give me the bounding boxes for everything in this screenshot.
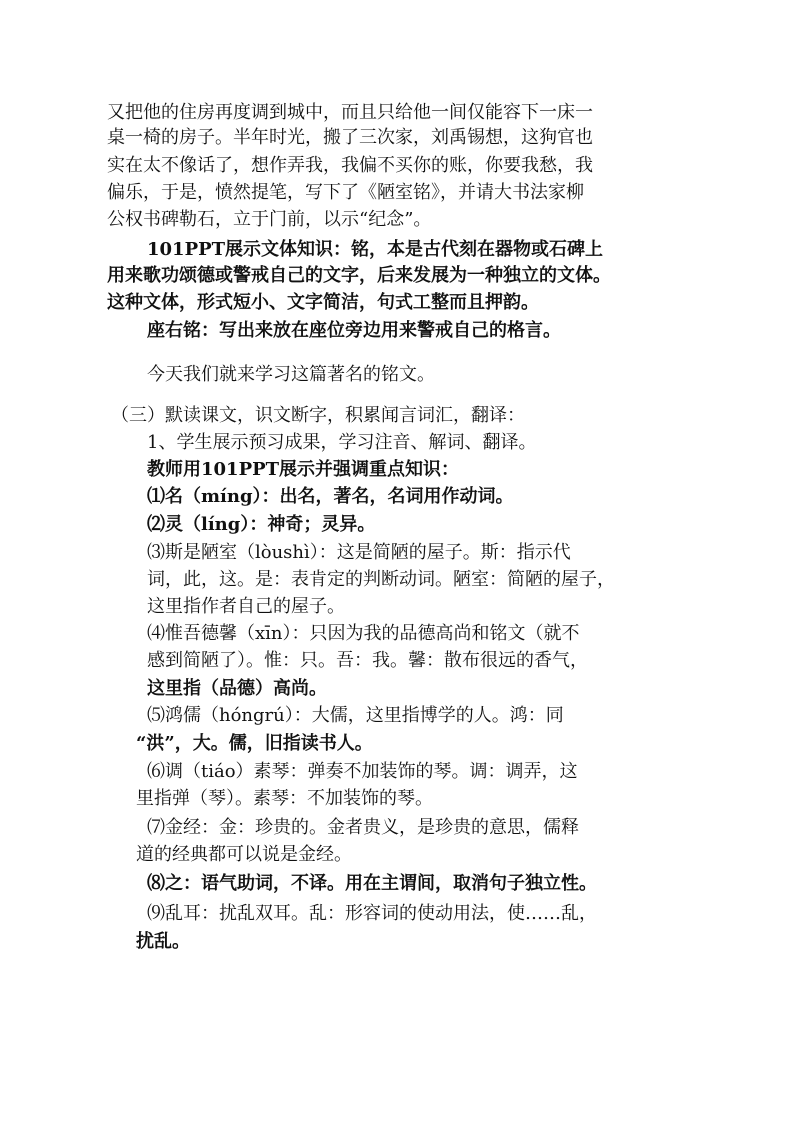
note-item-continued: “洪”，大。儒，旧指读书人。 bbox=[136, 733, 373, 754]
note-item: ⑵灵（líng）：神奇；灵异。 bbox=[147, 514, 376, 535]
note-item: ⑹调（tiáo）素琴：弹奏不加装饰的琴。调：调弄，这 bbox=[147, 761, 578, 782]
note-item: ⑷惟吾德馨（xīn）：只因为我的品德高尚和铭文（就不 bbox=[147, 623, 580, 644]
paragraph-line: 今天我们就来学习这篇著名的铭文。 bbox=[147, 364, 435, 385]
note-item: ⑸鸿儒（hóngrú）：大儒，这里指博学的人。鸿：同 bbox=[147, 705, 564, 726]
paragraph-line: 用来歌功颂德或警戒自己的文字，后来发展为一种独立的文体。 bbox=[107, 265, 611, 286]
paragraph-line: 桌一椅的房子。半年时光，搬了三次家，刘禹锡想，这狗官也 bbox=[107, 127, 593, 148]
note-item-continued: 这里指（品德）高尚。 bbox=[147, 678, 327, 699]
paragraph-line: 偏乐，于是，愤然提笔，写下了《陋室铭》，并请大书法家柳 bbox=[107, 182, 584, 203]
paragraph-line: 座右铭：写出来放在座位旁边用来警戒自己的格言。 bbox=[147, 320, 561, 341]
paragraph-line: 这种文体，形式短小、文字简洁，句式工整而且押韵。 bbox=[107, 292, 539, 313]
note-item-continued: 词，此，这。是：表肯定的判断动词。陋室：简陋的屋子， bbox=[147, 569, 615, 590]
note-item-continued: 感到简陋了）。惟：只。吾：我。馨：散布很远的香气， bbox=[147, 650, 588, 671]
paragraph-line: 101PPT展示文体知识：铭，本是古代刻在器物或石碑上 bbox=[147, 239, 604, 260]
note-item-continued: 里指弹（琴）。素琴：不加装饰的琴。 bbox=[136, 788, 433, 809]
note-item: ⑻之：语气助词，不译。用在主谓间，取消句子独立性。 bbox=[147, 873, 597, 894]
note-item: ⑴名（míng）：出名，著名，名词用作动词。 bbox=[147, 486, 514, 507]
section-heading: （三）默读课文，识文断字，积累闻言词汇，翻译： bbox=[111, 405, 525, 426]
note-item: ⑺金经：金：珍贵的。金者贵义，是珍贵的意思，儒释 bbox=[147, 817, 579, 838]
paragraph-line: 公权书碑勒石，立于门前，以示“纪念”。 bbox=[107, 209, 432, 230]
note-item-continued: 这里指作者自己的屋子。 bbox=[147, 596, 345, 617]
paragraph-line: 实在太不像话了，想作弄我，我偏不买你的账，你要我愁，我 bbox=[107, 155, 593, 176]
paragraph-line: 教师用101PPT展示并强调重点知识： bbox=[147, 459, 460, 480]
note-item-continued: 扰乱。 bbox=[136, 931, 190, 952]
note-item: ⑼乱耳：扰乱双耳。乱：形容词的使动用法，使……乱， bbox=[147, 903, 597, 924]
paragraph-line: 1、学生展示预习成果，学习注音、解词、翻译。 bbox=[147, 432, 537, 453]
note-item-continued: 道的经典都可以说是金经。 bbox=[136, 844, 352, 865]
paragraph-line: 又把他的住房再度调到城中，而且只给他一间仅能容下一床一 bbox=[107, 102, 593, 123]
note-item: ⑶斯是陋室（lòushì）：这是简陋的屋子。斯：指示代 bbox=[147, 542, 571, 563]
